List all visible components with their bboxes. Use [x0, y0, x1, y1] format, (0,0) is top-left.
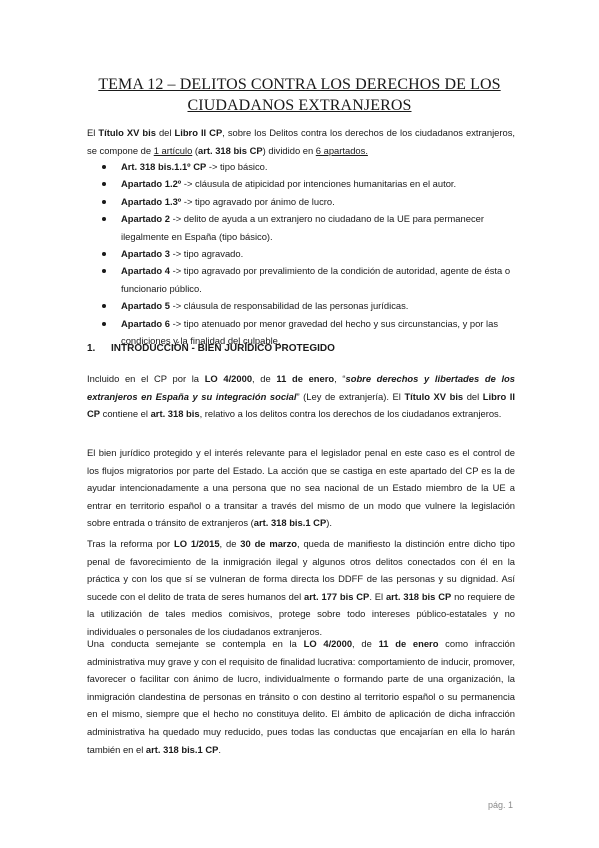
paragraph-text: contiene el [100, 408, 151, 420]
intro-paragraph [87, 124, 515, 159]
list-item-text: -> cláusula de responsabilidad de las personas jurídicas. [169, 300, 409, 312]
paragraph-text: , queda de manifiesto la distinción entre dicho tipo penal de favorecimiento de la inmigración ilegal y algunos otros delitos conectados con él en la práctica y con los que sí se vulneran de forma directa los DDFF de las personas y su dignidad. Así sucede con el delito de trata de seres humanos del [87, 538, 515, 602]
list-item [87, 175, 515, 192]
list-item-text: -> tipo agravado. [169, 248, 244, 260]
article-reference: art. 177 bis CP [304, 590, 370, 602]
intro-text: ( [192, 144, 199, 156]
law-reference: LO 1/2015 [173, 538, 220, 549]
law-reference: LO 4/2000 [303, 638, 353, 649]
paragraph-text: , de [352, 638, 379, 649]
book-reference: Libro II CP [87, 390, 516, 420]
section-number: 1. [87, 343, 96, 354]
paragraph-text: Tras la reforma por [87, 538, 174, 549]
paragraph-text: El bien jurídico protegido y el interés relevante para el legislador penal en este caso es el control de los flujos migratorios por parte del Estado. La acción que se castiga en este apartado del CP es la de ayudar intencionadamente a una persona que no sea nacional de un Estado miembro de la UE a entrar en territorio español o a transitar a través del mismo de un modo que vulnere la legislación sobre entrada o tránsito de extranjeros ( [87, 447, 515, 529]
list-item-text: -> tipo básico. [206, 161, 268, 172]
list-item-label: Apartado 3 [121, 248, 170, 260]
intro-bold-article: art. 318 bis CP [198, 144, 263, 156]
list-item-text: -> tipo agravado por ánimo de lucro. [181, 195, 335, 207]
paragraph-1 [87, 370, 515, 423]
paragraph-text: Incluido en el CP por la [87, 373, 205, 384]
section-heading [87, 343, 335, 354]
intro-text: , sobre los Delitos contra los derechos de los ciudadanos extranjeros, se compone de [87, 127, 515, 156]
article-reference: art. 318 bis [150, 408, 200, 420]
date-reference: 11 de enero [378, 638, 439, 649]
date-reference: 30 de marzo [240, 538, 297, 549]
paragraph-text: ). [326, 517, 332, 529]
list-item-text: -> cláusula de atipicidad por intenciones humanitarias en el autor. [181, 178, 457, 190]
sections-list [87, 158, 515, 349]
paragraph-text: , de [219, 538, 241, 549]
article-reference: art. 318 bis CP [385, 590, 452, 602]
paragraph-text: Una conducta semejante se contempla en la [87, 638, 304, 649]
date-reference: 11 de enero [276, 373, 335, 384]
list-item-label: Apartado 5 [121, 300, 170, 312]
list-item-label: Apartado 6 [121, 317, 170, 329]
article-reference: art. 318 bis.1 CP [145, 743, 219, 755]
paragraph-text: , de [252, 373, 277, 384]
intro-bold-title: Título XV bis [98, 127, 156, 138]
paragraph-4 [87, 635, 515, 758]
list-item [87, 193, 515, 210]
paragraph-text: del [463, 390, 483, 402]
paragraph-3 [87, 535, 515, 641]
list-item-text: -> tipo agravado por prevalimiento de la condición de autoridad, agente de ésta o funcionario público. [121, 265, 511, 294]
paragraph-text: ” (Ley de extranjería). El [296, 390, 405, 402]
intro-underlined-sections: 6 apartados. [315, 144, 368, 156]
list-item [87, 262, 515, 297]
intro-text: del [155, 127, 175, 138]
title-reference: Título XV bis [404, 390, 464, 402]
title-line-2: CIUDADANOS EXTRANJEROS [187, 97, 412, 114]
list-item-label: Apartado 4 [121, 265, 170, 277]
paragraph-text: . El [369, 590, 386, 602]
list-item-label: Apartado 2 [121, 213, 170, 225]
paragraph-text: , “ [334, 373, 346, 384]
intro-text: El [87, 127, 99, 138]
paragraph-text: . [218, 743, 221, 755]
paragraph-text: no requiere de la utilización de tales medios comisivos, protege sobre todo intereses público-estatales y no individuales o personales de los ciudadanos extranjeros. [87, 590, 516, 637]
document-title [60, 74, 539, 116]
law-name: sobre derechos y libertades de los extranjeros en España y su integración social [87, 373, 515, 402]
paragraph-text: , relativo a los delitos contra los derechos de los ciudadanos extranjeros. [199, 408, 502, 420]
list-item [87, 245, 515, 262]
list-item-label: Apartado 1.3º [121, 195, 182, 207]
paragraph-2 [87, 444, 515, 532]
article-reference: art. 318 bis.1 CP [253, 517, 327, 529]
list-item [87, 158, 515, 175]
list-item [87, 210, 515, 245]
list-item [87, 297, 515, 314]
paragraph-text: como infracción administrativa muy grave y con el requisito de finalidad lucrativa: comportamiento de inducir, promover, favorecer o facilitar con ánimo de lucro, individualmente o formando parte de una organización, la inmigración clandestina de personas en tránsito o con destino al territorio español o su permanencia en el mismo, siempre que el hecho no constituya delito. El ámbito de aplicación de dicha infracción administrativa ha quedado muy reducido, pues todas las conductas que encajarían en ella lo harán también en el [87, 638, 515, 755]
intro-text: ) dividido en [262, 144, 316, 156]
list-item-label: Art. 318 bis.1.1º CP [121, 161, 207, 172]
law-reference: LO 4/2000 [204, 373, 253, 384]
intro-underlined-article: 1 artículo [153, 144, 193, 156]
list-item-text: -> delito de ayuda a un extranjero no ciudadano de la UE para permanecer ilegalmente en España (tipo básico). [121, 213, 484, 242]
list-item-label: Apartado 1.2º [121, 178, 182, 190]
list-item-text: -> tipo atenuado por menor gravedad del hecho y sus circunstancias, y por las condiciones y la finalidad del culpable. [121, 317, 499, 347]
title-line-1: TEMA 12 – DELITOS CONTRA LOS DERECHOS DE LOS [98, 76, 501, 93]
intro-bold-book: Libro II CP [174, 127, 223, 138]
page-number: pág. 1 [487, 800, 513, 810]
section-heading-text: INTRODUCCIÓN - BIEN JURÍDICO PROTEGIDO [111, 343, 335, 354]
